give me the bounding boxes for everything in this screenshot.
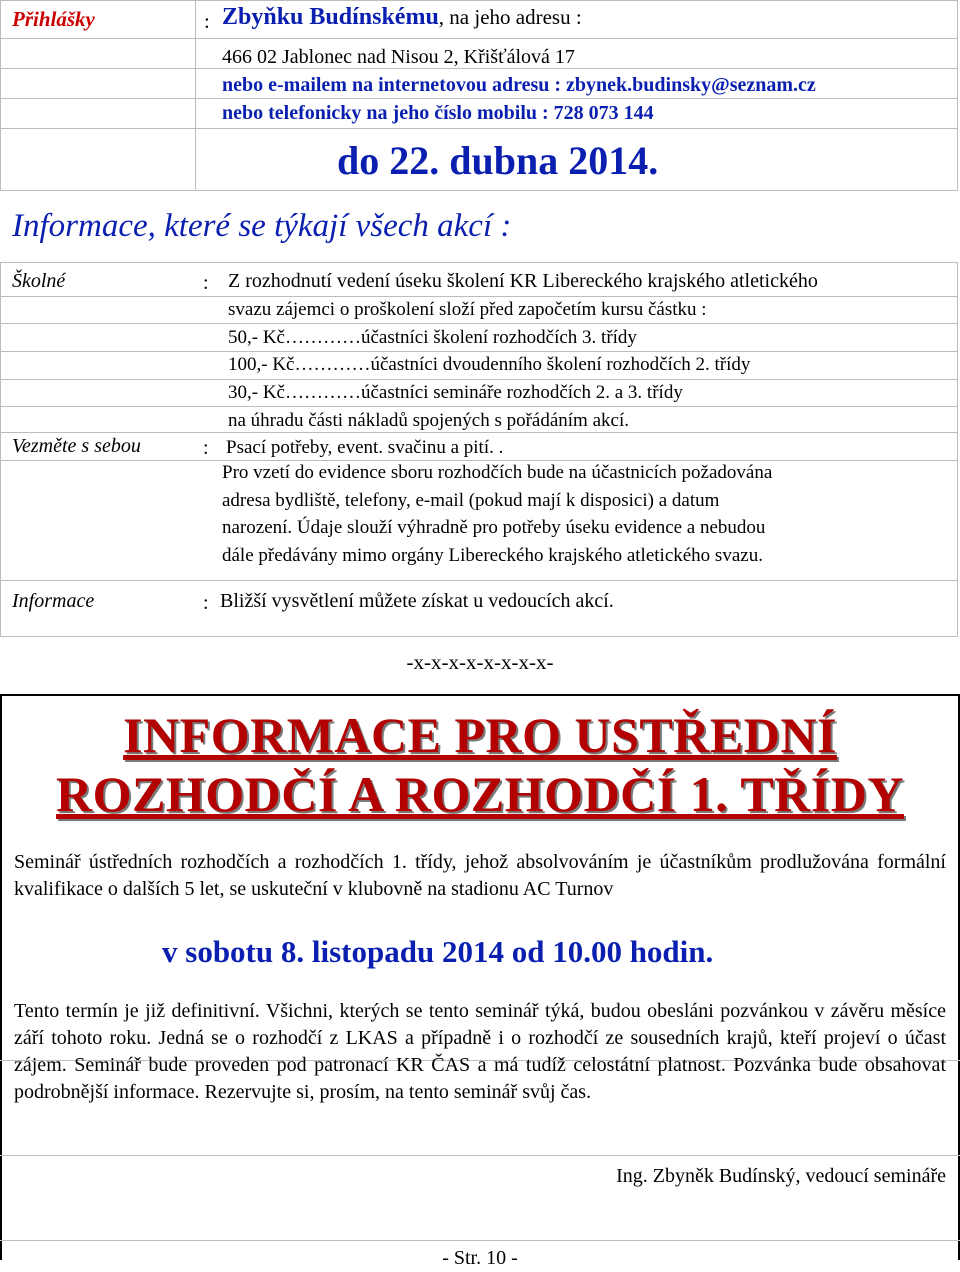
vezmete-line-1: Pro vzetí do evidence sboru rozhodčích bude na účastnicích požadována <box>222 462 773 483</box>
skolne-line-5: 30,- Kč…………účastníci semináře rozhodčích 2. a 3. třídy <box>228 382 683 403</box>
recipient-line <box>222 4 582 31</box>
big-title-line-1: INFORMACE PRO USTŘEDNÍ <box>123 707 837 763</box>
prihlasky-colon: : <box>204 9 210 33</box>
info-heading: Informace, které se týkají všech akcí : <box>12 208 512 244</box>
vezmete-line-2: adresa bydliště, telefony, e-mail (pokud mají k disposici) a datum <box>222 490 720 511</box>
skolne-colon: : <box>203 272 209 294</box>
deadline: do 22. dubna 2014. <box>337 138 659 183</box>
informace-colon: : <box>203 592 209 614</box>
skolne-line-6: na úhradu části nákladů spojených s pořádáním akcí. <box>228 410 629 431</box>
phone-line: nebo telefonicky na jeho číslo mobilu : 728 073 144 <box>222 102 654 124</box>
skolne-line-1: Z rozhodnutí vedení úseku školení KR Libereckého krajského atletického <box>228 270 818 292</box>
vezmete-first-line: Psací potřeby, event. svačinu a pití. . <box>226 437 504 458</box>
seminar-paragraph: Seminář ústředních rozhodčích a rozhodčích 1. třídy, jehož absolvováním je účastníkům prodlužována formální kvalifikace o dalších 5 let, se uskuteční v klubovně na stadionu AC Turnov <box>14 851 946 900</box>
recipient-suffix: , na jeho adresu : <box>438 5 582 29</box>
address-line: 466 02 Jablonec nad Nisou 2, Křišťálová 17 <box>222 46 575 68</box>
vezmete-line-4: dále předávány mimo orgány Libereckého krajského atletického svazu. <box>222 545 763 566</box>
vezmete-colon: : <box>203 437 209 459</box>
informace-text: Bližší vysvětlení můžete získat u vedoucích akcí. <box>220 590 614 612</box>
informace-label: Informace <box>12 590 95 612</box>
signature: Ing. Zbyněk Budínský, vedoucí semináře <box>616 1165 946 1187</box>
skolne-line-2: svazu zájemci o proškolení složí před započetím kursu částku : <box>228 299 707 320</box>
skolne-line-3: 50,- Kč…………účastníci školení rozhodčích 3. třídy <box>228 327 637 348</box>
recipient-name: Zbyňku Budínskému <box>222 4 439 30</box>
big-title-line-2: ROZHODČÍ A ROZHODČÍ 1. TŘÍDY <box>56 766 904 822</box>
prihlasky-label: Přihlášky <box>12 7 95 31</box>
email-line[interactable]: nebo e-mailem na internetovou adresu : zbynek.budinsky@seznam.cz <box>222 74 816 96</box>
skolne-line-4: 100,- Kč…………účastníci dvoudenního školení rozhodčích 2. třídy <box>228 354 751 375</box>
seminar-date: v sobotu 8. listopadu 2014 od 10.00 hodin. <box>162 934 714 969</box>
vezmete-label: Vezměte s sebou <box>12 435 141 457</box>
termin-paragraph: Tento termín je již definitivní. Všichni, kterých se tento seminář týká, budou obesláni pozvánkou v závěru měsíce září tohoto roku. Jedná se o rozhodčí z LKAS a případně i o rozhodčí ze sousedních krajů, kteří projeví o účast zájem. Seminář bude proveden pod patronací KR ČAS a má tudíž celostátní platnost. Pozvánka bude obsahovat podrobnější informace. Rezervujte si, prosím, na tento seminář svůj čas. <box>14 1000 946 1103</box>
vezmete-line-3: narození. Údaje slouží výhradně pro potřeby úseku evidence a nebudou <box>222 517 766 538</box>
skolne-label: Školné <box>12 270 66 292</box>
section-separator: -x-x-x-x-x-x-x-x- <box>406 650 554 674</box>
page-number: - Str. 10 - <box>442 1247 518 1269</box>
